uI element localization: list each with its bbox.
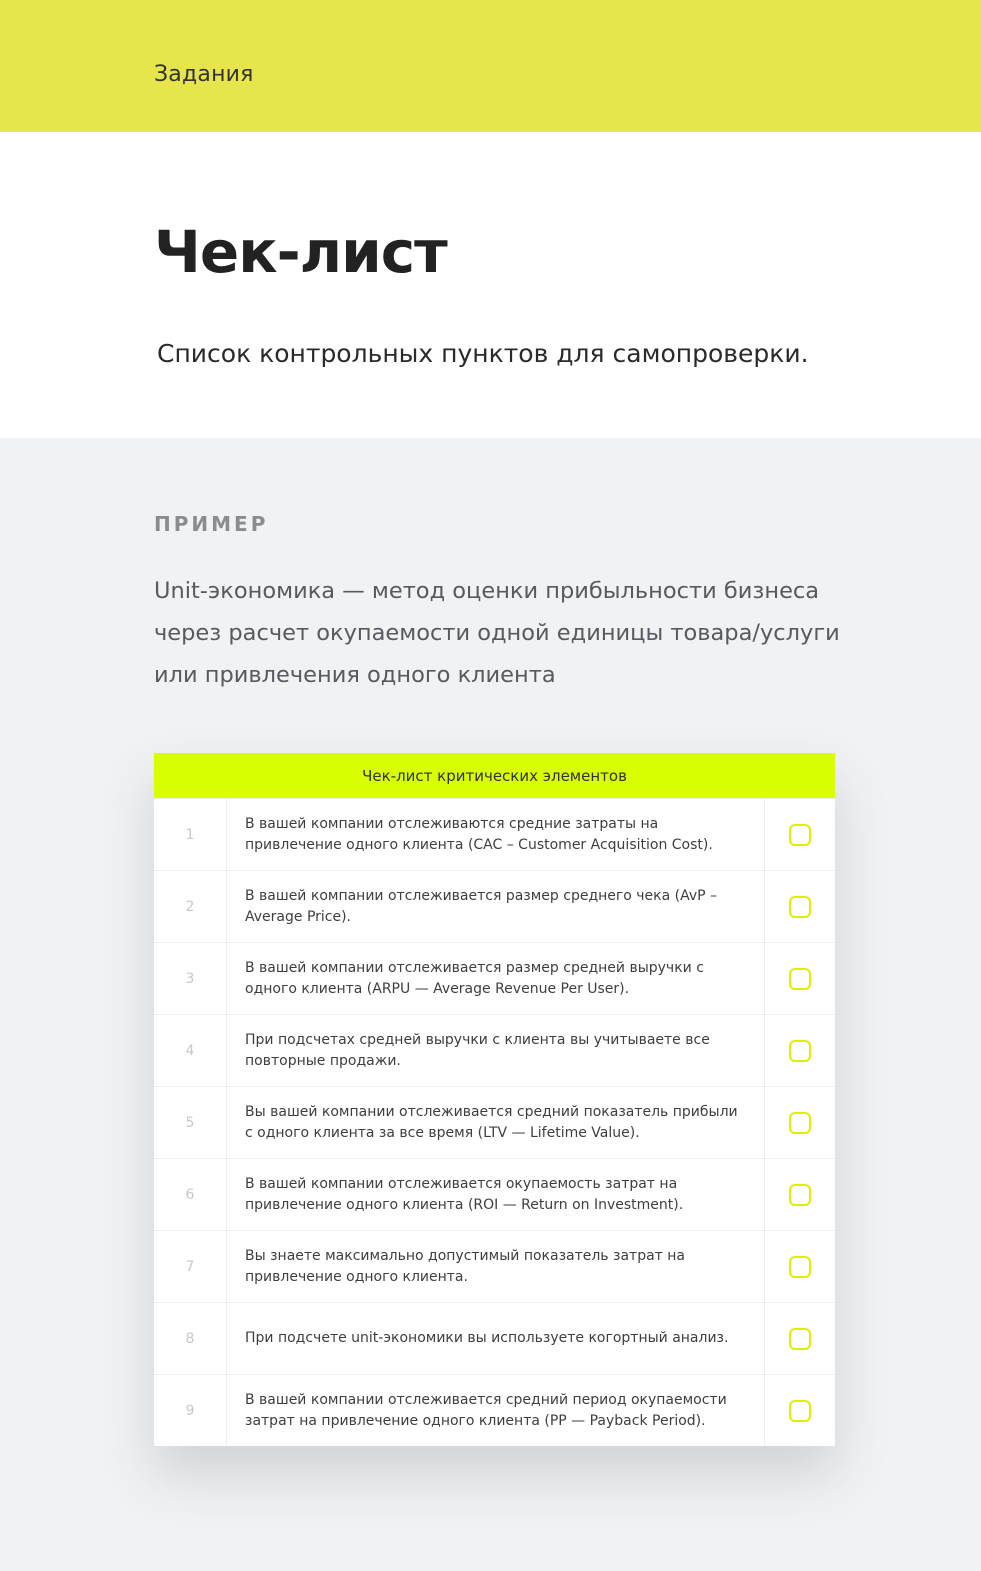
- breadcrumb[interactable]: Задания: [154, 62, 254, 87]
- row-check-cell: [764, 1087, 835, 1158]
- checkbox[interactable]: [789, 1400, 811, 1422]
- table-row: [154, 1086, 835, 1158]
- row-text: В вашей компании отслеживается размер среднего чека (AvP – Average Price).: [245, 887, 718, 925]
- row-text: В вашей компании отслеживается средний период окупаемости затрат на привлечение одного клиента (PP — Payback Period).: [245, 1391, 727, 1429]
- row-check-cell: [764, 871, 835, 942]
- table-row: [154, 942, 835, 1014]
- top-bar: [0, 0, 981, 132]
- table-row: [154, 1014, 835, 1086]
- checkbox[interactable]: [789, 1328, 811, 1350]
- row-check-cell: [764, 799, 835, 870]
- row-text: При подсчете unit-экономики вы используете когортный анализ.: [245, 1330, 729, 1346]
- row-number: 3: [154, 943, 227, 1014]
- row-number: 4: [154, 1015, 227, 1086]
- row-check-cell: [764, 1303, 835, 1374]
- row-text: В вашей компании отслеживаются средние затраты на привлечение одного клиента (CAC – Customer Acquisition Cost).: [245, 815, 713, 853]
- table-row: [154, 1374, 835, 1446]
- row-number: 2: [154, 871, 227, 942]
- table-row: [154, 870, 835, 942]
- row-check-cell: [764, 943, 835, 1014]
- checkbox[interactable]: [789, 824, 811, 846]
- checkbox[interactable]: [789, 1112, 811, 1134]
- table-row: [154, 1302, 835, 1374]
- page-title: Чек-лист: [154, 218, 447, 286]
- checkbox[interactable]: [789, 1184, 811, 1206]
- checklist-title: Чек-лист критических элементов: [154, 753, 835, 798]
- row-number: 6: [154, 1159, 227, 1230]
- hero-section: [0, 132, 981, 438]
- table-row: [154, 798, 835, 870]
- row-number: 8: [154, 1303, 227, 1374]
- page-subtitle: Список контрольных пунктов для самопроверки.: [157, 339, 809, 368]
- row-text: При подсчетах средней выручки с клиента вы учитываете все повторные продажи.: [245, 1031, 710, 1069]
- example-section: [0, 438, 981, 1571]
- row-text: Вы знаете максимально допустимый показатель затрат на привлечение одного клиента.: [245, 1247, 685, 1285]
- row-number: 5: [154, 1087, 227, 1158]
- row-number: 9: [154, 1375, 227, 1446]
- table-row: [154, 1230, 835, 1302]
- row-check-cell: [764, 1231, 835, 1302]
- checkbox[interactable]: [789, 1040, 811, 1062]
- example-label: ПРИМЕР: [154, 512, 269, 536]
- row-number: 7: [154, 1231, 227, 1302]
- row-check-cell: [764, 1159, 835, 1230]
- checkbox[interactable]: [789, 968, 811, 990]
- row-check-cell: [764, 1015, 835, 1086]
- row-text: Вы вашей компании отслеживается средний показатель прибыли с одного клиента за все время (LTV — Lifetime Value).: [245, 1103, 738, 1141]
- table-row: [154, 1158, 835, 1230]
- checklist-table: [154, 753, 835, 1446]
- example-text: Unit-экономика — метод оценки прибыльности бизнеса через расчет окупаемости одной единицы товара/услуги или привлечения одного клиента: [154, 578, 840, 688]
- row-check-cell: [764, 1375, 835, 1446]
- checkbox[interactable]: [789, 896, 811, 918]
- row-text: В вашей компании отслеживается окупаемость затрат на привлечение одного клиента (ROI — Return on Investment).: [245, 1175, 684, 1213]
- row-text: В вашей компании отслеживается размер средней выручки с одного клиента (ARPU — Average Revenue Per User).: [245, 959, 704, 997]
- row-number: 1: [154, 799, 227, 870]
- checkbox[interactable]: [789, 1256, 811, 1278]
